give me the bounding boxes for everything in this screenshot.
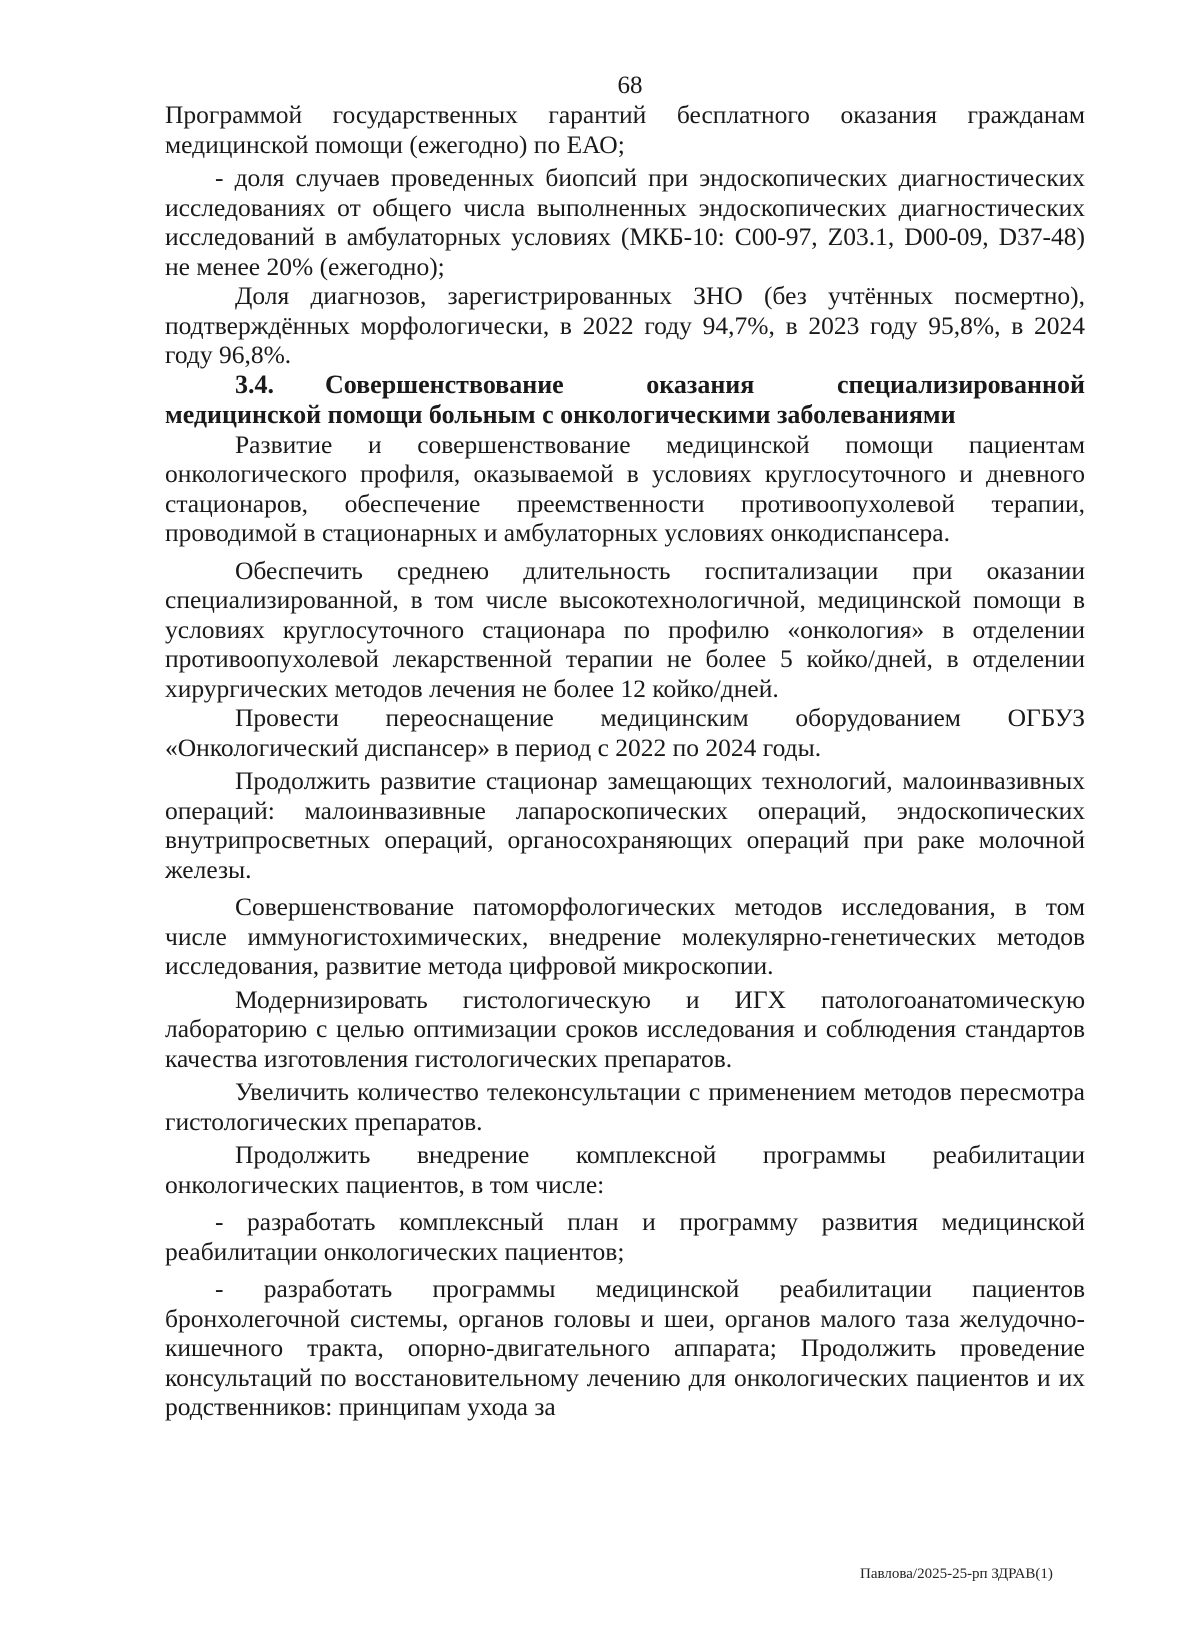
section-number: 3.4. (235, 369, 274, 399)
paragraph: Продолжить развитие стационар замещающих технологий, малоинвазивных операций: малоинвазивные лапароскопических операций, эндоскопических внутрипросветных операций, органосохраняющих операций при раке молочной железы. (165, 766, 1085, 884)
paragraph: Развитие и совершенствование медицинской помощи пациентам онкологического профиля, оказываемой в условиях круглосуточного и дневного стационаров, обеспечение преемственности противоопухолевой терапии, проводимой в стационарных и амбулаторных условиях онкодиспансера. (165, 429, 1085, 547)
page-number: 68 (617, 72, 643, 99)
paragraph: Программой государственных гарантий бесплатного оказания гражданам медицинской помощи (ежегодно) по ЕАО; (165, 100, 1085, 159)
list-item: - доля случаев проведенных биопсий при эндоскопических диагностических исследованиях от общего числа выполненных эндоскопических диагностических исследований в амбулаторных условиях (МКБ-10: C00-97, Z03.1, D00-09, D37-48) не менее 20% (ежегодно); (165, 163, 1085, 281)
list-item: - разработать комплексный план и программу развития медицинской реабилитации онкологических пациентов; (165, 1207, 1085, 1266)
paragraph: Провести переоснащение медицинским оборудованием ОГБУЗ «Онкологический диспансер» в период с 2022 по 2024 годы. (165, 703, 1085, 762)
paragraph: Обеспечить среднею длительность госпитализации при оказании специализированной, в том числе высокотехнологичной, медицинской помощи в условиях круглосуточного стационара по профилю «онкология» в отделении противоопухолевой лекарственной терапии не более 5 койко/дней, в отделении хирургических методов лечения не более 12 койко/дней. (165, 555, 1085, 703)
paragraph: Увеличить количество телеконсультации с применением методов пересмотра гистологических препаратов. (165, 1077, 1085, 1136)
section-heading (165, 370, 1085, 430)
document-body (165, 100, 1085, 1422)
paragraph: Продолжить внедрение комплексной программы реабилитации онкологических пациентов, в том числе: (165, 1140, 1085, 1199)
paragraph: Модернизировать гистологическую и ИГХ патологоанатомическую лабораторию с целью оптимизации сроков исследования и соблюдения стандартов качества изготовления гистологических препаратов. (165, 984, 1085, 1073)
paragraph: Совершенствование патоморфологических методов исследования, в том числе иммуногистохимических, внедрение молекулярно-генетических методов исследования, развитие метода цифровой микроскопии. (165, 892, 1085, 980)
paragraph: Доля диагнозов, зарегистрированных ЗНО (без учтённых посмертно), подтверждённых морфологически, в 2022 году 94,7%, в 2023 году 95,8%, в 2024 году 96,8%. (165, 281, 1085, 369)
section-title: Совершенствование оказания специализированной медицинской помощи больным с онкологическими заболеваниями (165, 369, 1085, 429)
list-item: - разработать программы медицинской реабилитации пациентов бронхолегочной системы, органов головы и шеи, органов малого таза желудочно-кишечного тракта, опорно-двигательного аппарата; Продолжить проведение консультаций по восстановительному лечению для онкологических пациентов и их родственников: принципам ухода за (165, 1274, 1085, 1421)
document-footer-code: Павлова/2025-25-рп ЗДРАВ(1) (860, 1566, 1053, 1582)
